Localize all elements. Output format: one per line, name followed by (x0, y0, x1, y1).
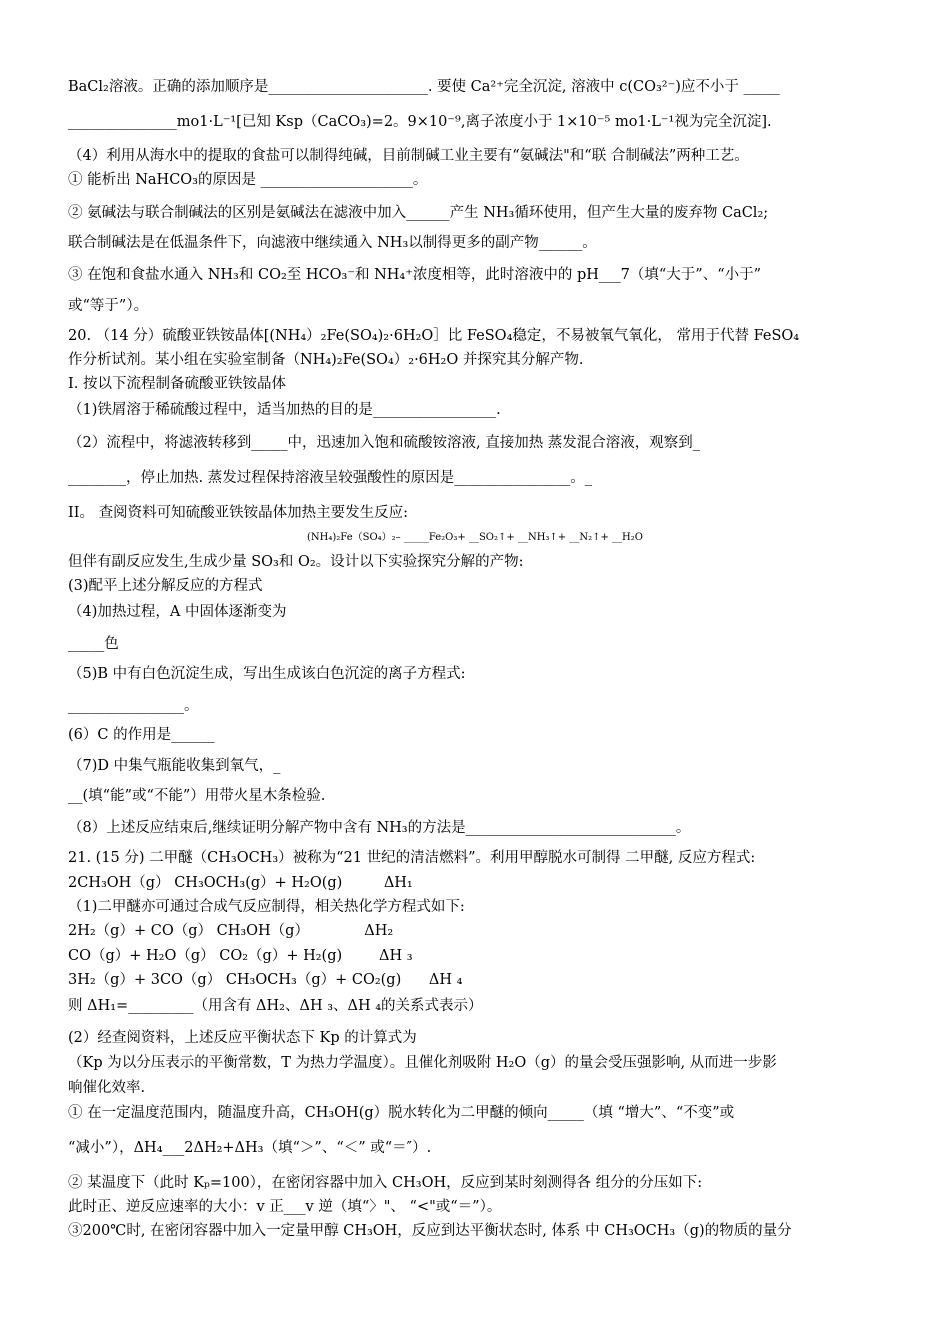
equation-line: 2H₂（g）+ CO（g） CH₃OH（g） ΔH₂ (68, 923, 394, 939)
text-line: __(填“能”或“不能”）用带火星木条检验. (68, 788, 326, 804)
text-line: 但伴有副反应发生,生成少量 SO₃和 O₂。设计以下实验探究分解的产物: (68, 554, 524, 570)
text-line: “减小”），ΔH₄___2ΔH₂+ΔH₃（填“＞”、“＜” 或“＝″）. (68, 1140, 432, 1156)
text-line: ② 氨碱法与联合制碱法的区别是氨碱法在滤液中加入______产生 NH₃循环使用，但产生大量的废弃物 CaCl₂; (68, 205, 769, 221)
question-20-heading: 20. （14 分）硫酸亚铁铵晶体[(NH₄）₂Fe(SO₄)₂·6H₂O］比 FeSO₄稳定，不易被氧气氧化， 常用于代替 FeSO₄ (68, 328, 800, 344)
section-heading: II。 查阅资料可知硫酸亚铁铵晶体加热主要发生反应: (68, 505, 408, 521)
text-line: （4)加热过程，A 中固体逐渐变为 (68, 604, 287, 620)
text-line: 此时正、逆反应速率的大小：v 正___v 逆（填“〉"、 “<"或“＝”）。 (68, 1199, 502, 1215)
equation-line: CO（g）+ H₂O（g） CO₂（g）+ H₂(g) ΔH ₃ (68, 948, 413, 964)
text-line: （1)铁屑溶于稀硫酸过程中，适当加热的目的是_________________. (68, 402, 501, 418)
text-line: （4）利用从海水中的提取的食盐可以制得纯碱，目前制碱工业主要有“氨碱法"和“联 合制碱法”两种工艺。 (68, 148, 749, 164)
text-line: 则 ΔH₁=_________（用含有 ΔH₂、ΔH ₃、ΔH ₄的关系式表示） (68, 998, 483, 1014)
text-line: 或“等于”）。 (68, 298, 149, 314)
text-line: _____色 (68, 636, 119, 652)
text-line: 响催化效率. (68, 1080, 146, 1096)
text-line: （7)D 中集气瓶能收集到氧气，_ (68, 758, 281, 774)
text-line: ________，停止加热. 蒸发过程保持溶液呈较强酸性的原因是________________。_ (68, 470, 592, 486)
equation-line: 2CH₃OH（g） CH₃OCH₃(g）+ H₂O(g) ΔH₁ (68, 875, 413, 891)
text-line: （5)B 中有白色沉淀生成，写出生成该白色沉淀的离子方程式: (68, 666, 466, 682)
text-line: _______________mo1·L⁻¹[已知 Ksp（CaCO₃)=2。9×10⁻⁹,离子浓度小于 1×10⁻⁵ mo1·L⁻¹视为完全沉淀]. (68, 114, 772, 130)
text-line: BaCl₂溶液。正确的添加顺序是______________________. 要使 Ca²⁺完全沉淀, 溶液中 c(CO₃²⁻)应不小于 _____ (68, 79, 780, 95)
text-line: （1)二甲醚亦可通过合成气反应制得，相关热化学方程式如下: (68, 899, 465, 915)
text-line: ② 某温度下（此时 Kₚ=100），在密闭容器中加入 CH₃OH，反应到某时刻测得各 组分的分压如下: (68, 1175, 703, 1191)
text-line: （2）流程中，将滤液转移到_____中，迅速加入饱和硫酸铵溶液, 直接加热 蒸发混合溶液，观察到_ (68, 435, 701, 451)
text-line: （8）上述反应结束后,继续证明分解产物中含有 NH₃的方法是_____________________________。 (68, 820, 691, 836)
text-line: (6）C 的作用是______ (68, 727, 215, 743)
reaction-equation: (NH₄)₂Fe（SO₄）₂– _____Fe₂O₃+ __SO₂↑+ __NH₃↑+ __N₂↑+ __H₂O (307, 532, 643, 543)
text-line: ③200℃时, 在密闭容器中加入一定量甲醇 CH₃OH，反应到达平衡状态时, 体系 中 CH₃OCH₃（g)的物质的量分 (68, 1223, 792, 1239)
section-heading: Ⅰ. 按以下流程制备硫酸亚铁铵晶体 (68, 376, 286, 392)
equation-line: 3H₂（g）+ 3CO（g） CH₃OCH₃（g）+ CO₂(g) ΔH ₄ (68, 972, 463, 988)
text-line: 作分析试剂。某小组在实验室制备（NH₄)₂Fe(SO₄）₂·6H₂O 并探究其分解产物. (68, 352, 584, 368)
question-21-heading: 21. (15 分) 二甲醚（CH₃OCH₃）被称为“21 世纪的清洁燃料”。利用甲醇脱水可制得 二甲醚, 反应方程式: (68, 850, 756, 866)
text-line: ________________。 (68, 698, 199, 714)
text-line: ③ 在饱和食盐水通入 NH₃和 CO₂至 HCO₃⁻和 NH₄⁺浓度相等，此时溶液中的 pH___7（填“大于”、“小于” (68, 267, 762, 283)
text-line: 联合制碱法是在低温条件下，向滤液中继续通入 NH₃以制得更多的副产物______。 (68, 235, 597, 251)
text-line: （Kp 为以分压表示的平衡常数，T 为热力学温度）。且催化剂吸附 H₂O（g）的量会受压强影响, 从而进一步影 (68, 1055, 777, 1071)
text-line: ① 能析出 NaHCO₃的原因是 _____________________。 (68, 172, 428, 188)
text-line: (3)配平上述分解反应的方程式 (68, 578, 263, 594)
text-line: (2）经查阅资料，上述反应平衡状态下 Kp 的计算式为 (68, 1030, 417, 1046)
text-line: ① 在一定温度范围内，随温度升高，CH₃OH(g）脱水转化为二甲醚的倾向_____（填 “增大”、“不变”或 (68, 1105, 735, 1121)
